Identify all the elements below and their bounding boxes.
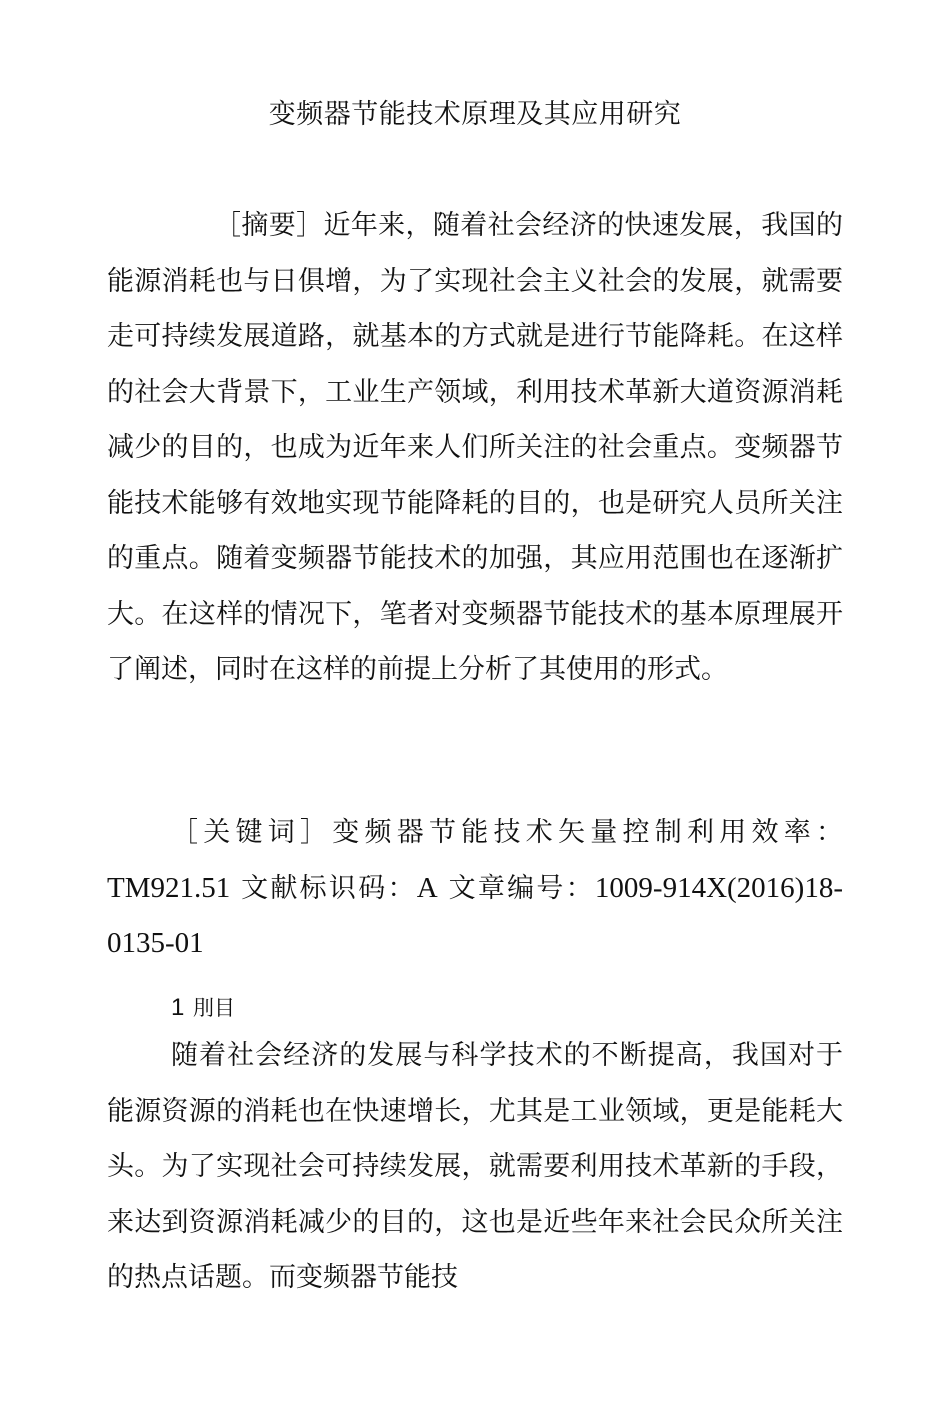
section-number: 1	[171, 994, 185, 1021]
doc-id: A	[416, 871, 438, 904]
section-title: 刖目	[192, 996, 235, 1020]
doc-id-label: 文献标识码：	[241, 872, 417, 904]
abstract-paragraph: ［摘要］近年来，随着社会经济的快速发展，我国的能源消耗也与日俱增，为了实现社会主义社会的发展，就需要走可持续发展道路，就基本的方式就是进行节能降耗。在这样的社会大背景下，工业生产领域，利用技术革新大道资源消耗减少的目的，也成为近年来人们所关注的社会重点。变频器节能技术能够有效地实现节能降耗的目的，也是研究人员所关注的重点。随着变频器节能技术的加强，其应用范围也在逐渐扩大。在这样的情况下，笔者对变频器节能技术的基本原理展开了阐述，同时在这样的前提上分析了其使用的形式。	[107, 210, 843, 685]
keywords-text: ［关键词］变频器节能技术矢量控制利用效率：	[171, 817, 843, 848]
intro-paragraph: 随着社会经济的发展与科学技术的不断提高，我国对于能源资源的消耗也在快速增长，尤其是工业领域，更是能耗大头。为了实现社会可持续发展，就需要利用技术革新的手段，来达到资源消耗减少的目的，这也是近些年来社会民众所关注的热点话题。而变频器节能技	[107, 1040, 843, 1293]
article-no-label: 文章编号：	[448, 872, 595, 904]
keywords-paragraph	[107, 805, 843, 972]
document-title: 变频器节能技术原理及其应用研究	[268, 99, 682, 130]
clc-code: TM921.51	[107, 871, 231, 904]
section-heading	[107, 990, 843, 1025]
article-no: 1009-914X(2016)18-0135-01	[107, 871, 843, 959]
